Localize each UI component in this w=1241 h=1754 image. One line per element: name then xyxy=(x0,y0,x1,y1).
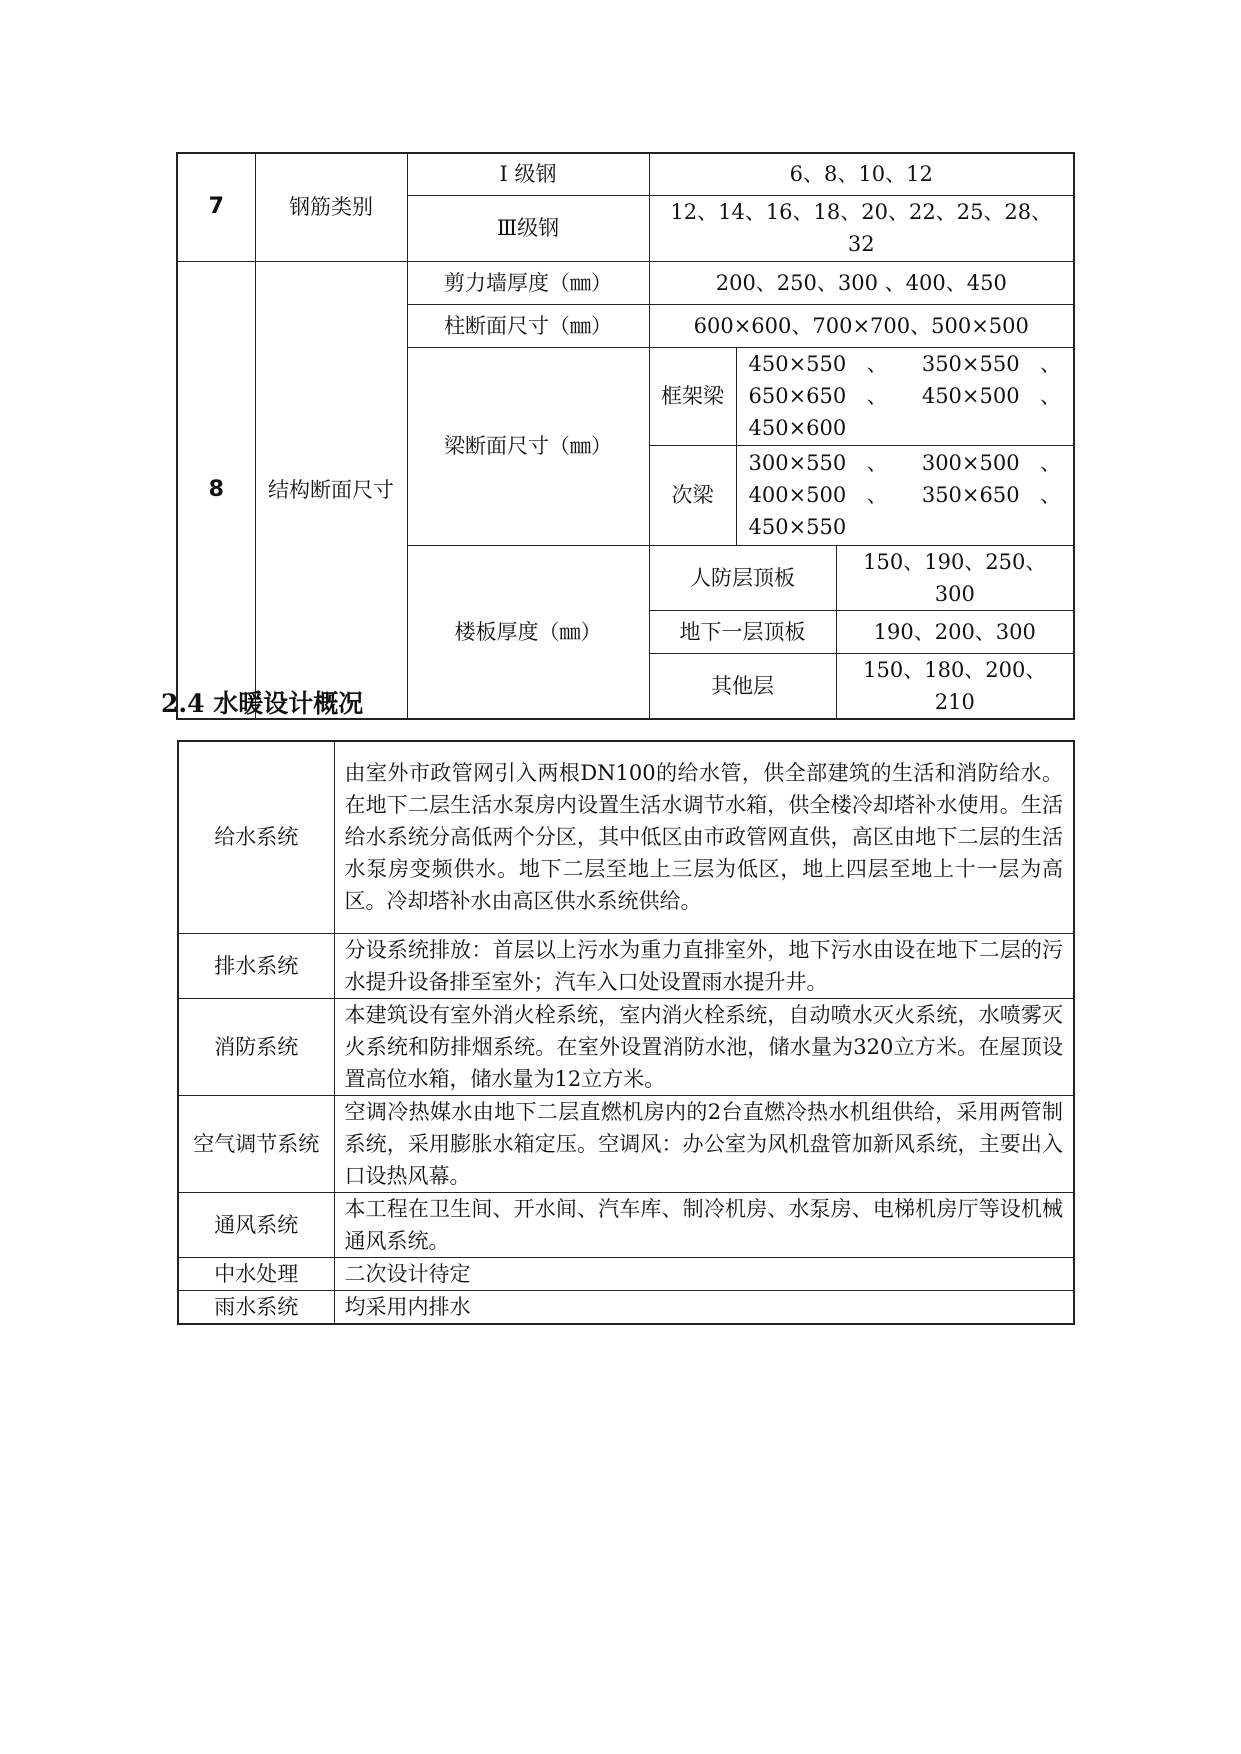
row-number: 8 xyxy=(177,261,255,719)
system-label: 通风系统 xyxy=(178,1192,334,1257)
beam-sizes: 300×550 、 300×500 、 400×500 、 350×650 、 450×550 xyxy=(736,445,1074,545)
system-label: 中水处理 xyxy=(178,1257,334,1290)
system-label: 雨水系统 xyxy=(178,1290,334,1324)
item-value: 12、14、16、18、20、22、25、28、32 xyxy=(649,195,1074,261)
system-description: 均采用内排水 xyxy=(334,1290,1074,1324)
slab-value: 150、180、200、210 xyxy=(836,653,1074,719)
item-name: 剪力墙厚度（㎜） xyxy=(407,261,649,304)
table-row xyxy=(178,741,1074,933)
table-row xyxy=(178,1290,1074,1324)
system-description: 空调冷热媒水由地下二层直燃机房内的2台直燃冷热水机组供给，采用两管制系统，采用膨胀水箱定压。空调风：办公室为风机盘管加新风系统，主要出入口设热风幕。 xyxy=(334,1095,1074,1192)
table-row xyxy=(177,261,1074,304)
slab-type: 人防层顶板 xyxy=(649,545,836,610)
slab-type: 地下一层顶板 xyxy=(649,610,836,653)
item-name: 梁断面尺寸（㎜） xyxy=(407,347,649,545)
hvac-table xyxy=(177,740,1075,1325)
system-description: 由室外市政管网引入两根DN100的给水管，供全部建筑的生活和消防给水。在地下二层生活水泵房内设置生活水调节水箱，供全楼冷却塔补水使用。生活给水系统分高低两个分区，其中低区由市政管网直供，高区由地下二层的生活水泵房变频供水。地下二层至地上三层为低区，地上四层至地上十一层为高区。冷却塔补水由高区供水系统供给。 xyxy=(334,741,1074,933)
system-label: 排水系统 xyxy=(178,933,334,998)
slab-type: 其他层 xyxy=(649,653,836,719)
item-name: Ⅲ级钢 xyxy=(407,195,649,261)
item-value: 600×600、700×700、500×500 xyxy=(649,304,1074,347)
system-description: 二次设计待定 xyxy=(334,1257,1074,1290)
beam-type: 框架梁 xyxy=(649,347,736,445)
beam-type: 次梁 xyxy=(649,445,736,545)
system-description: 分设系统排放：首层以上污水为重力直排室外，地下污水由设在地下二层的污水提升设备排至室外；汽车入口处设置雨水提升井。 xyxy=(334,933,1074,998)
table-row xyxy=(178,933,1074,998)
system-label: 给水系统 xyxy=(178,741,334,933)
item-name: 楼板厚度（㎜） xyxy=(407,545,649,719)
beam-sizes: 450×550 、 350×550 、 650×650 、 450×500 、 450×600 xyxy=(736,347,1074,445)
category-cell: 结构断面尺寸 xyxy=(255,261,407,719)
item-name: I 级钢 xyxy=(407,153,649,195)
table-row xyxy=(178,998,1074,1095)
slab-value: 190、200、300 xyxy=(836,610,1074,653)
structure-table xyxy=(176,152,1075,720)
item-value: 200、250、300 、400、450 xyxy=(649,261,1074,304)
table-row xyxy=(178,1192,1074,1257)
system-label: 空气调节系统 xyxy=(178,1095,334,1192)
table-row xyxy=(177,153,1074,195)
system-description: 本工程在卫生间、开水间、汽车库、制冷机房、水泵房、电梯机房厅等设机械通风系统。 xyxy=(334,1192,1074,1257)
system-label: 消防系统 xyxy=(178,998,334,1095)
category-cell: 钢筋类别 xyxy=(255,153,407,261)
table-row xyxy=(178,1095,1074,1192)
system-description: 本建筑设有室外消火栓系统，室内消火栓系统，自动喷水灭火系统，水喷雾灭火系统和防排烟系统。在室外设置消防水池，储水量为320立方米。在屋顶设置高位水箱，储水量为12立方米。 xyxy=(334,998,1074,1095)
item-name: 柱断面尺寸（㎜） xyxy=(407,304,649,347)
item-value: 6、8、10、12 xyxy=(649,153,1074,195)
row-number: 7 xyxy=(177,153,255,261)
slab-value: 150、190、250、300 xyxy=(836,545,1074,610)
table-row xyxy=(178,1257,1074,1290)
section-heading: 2.4 水暖设计概况 xyxy=(161,689,364,718)
